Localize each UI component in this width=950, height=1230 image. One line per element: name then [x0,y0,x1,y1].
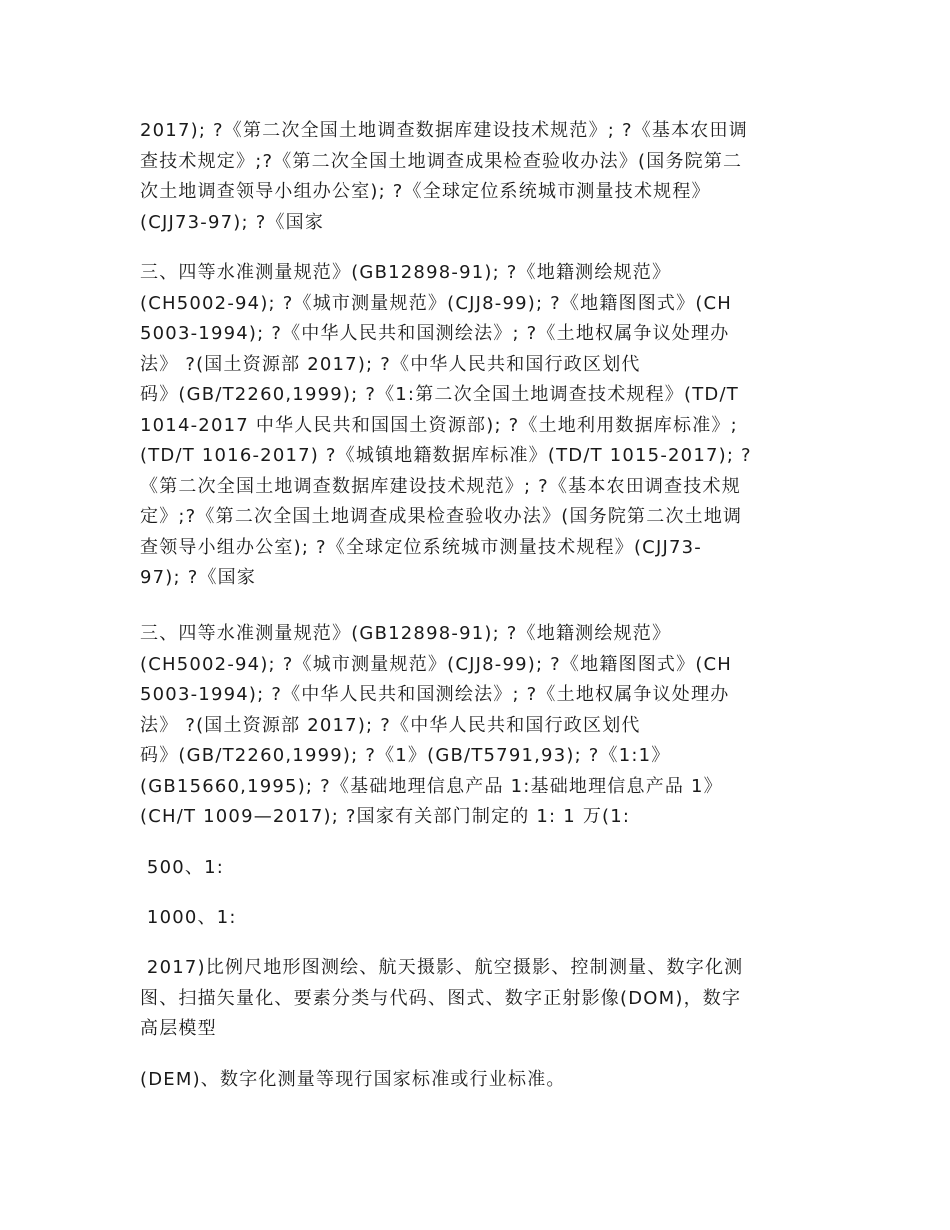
text-line: 2017)比例尺地形图测绘、航天摄影、航空摄影、控制测量、数字化测 [140,957,744,978]
text-line: 1014-2017 中华人民共和国国土资源部); ?《土地利用数据库标准》; [140,414,738,436]
text-line: 高层模型 [140,1018,217,1039]
text-line: 码》(GB/T2260,1999); ?《1:第二次全国土地调查技术规程》(TD/T [140,384,739,405]
text-line: (GB15660,1995); ?《基础地理信息产品 1:基础地理信息产品 1》 [140,775,723,797]
paragraph-3 [140,619,812,833]
text-line: 图、扫描矢量化、要素分类与代码、图式、数字正射影像(DOM)，数字 [140,987,742,1009]
text-line: 定》;?《第二次全国土地调查成果检查验收办法》(国务院第二次土地调 [140,506,743,527]
text-line: 次土地调查领导小组办公室); ?《全球定位系统城市测量技术规程》 [140,181,711,202]
text-line: 97); ?《国家 [140,567,257,588]
text-line: 三、四等水准测量规范》(GB12898-91); ?《地籍测绘规范》 [140,623,672,644]
text-line: (TD/T 1016-2017) ?《城镇地籍数据库标准》(TD/T 1015-2017); ? [140,445,752,466]
text-line: 查领导小组办公室); ?《全球定位系统城市测量技术规程》(CJJ73- [140,536,702,558]
paragraph-4 [140,853,812,884]
paragraph-6 [140,953,812,1045]
text-line: (CH/T 1009—2017); ?国家有关部门制定的 1: 1 万(1: [140,806,631,827]
text-line: 查技术规定》;?《第二次全国土地调查成果检查验收办法》(国务院第二 [140,150,743,172]
paragraph-2 [140,258,812,594]
paragraph-1 [140,116,812,238]
text-line: 2017); ?《第二次全国土地调查数据库建设技术规范》; ?《基本农田调 [140,120,748,141]
text-line: (CH5002-94); ?《城市测量规范》(CJJ8-99); ?《地籍图图式》(CH [140,292,733,314]
text-line: 码》(GB/T2260,1999); ?《1》(GB/T5791,93); ?《1:1》 [140,745,671,766]
text-line: (CH5002-94); ?《城市测量规范》(CJJ8-99); ?《地籍图图式》(CH [140,653,733,675]
text-line: 5003-1994); ?《中华人民共和国测绘法》; ?《土地权属争议处理办 [140,323,730,344]
paragraph-7 [140,1065,812,1096]
text-line: 500、1: [140,857,224,878]
paragraph-5 [140,903,812,934]
text-line: (DEM)、数字化测量等现行国家标准或行业标准。 [140,1069,566,1090]
text-line: 三、四等水准测量规范》(GB12898-91); ?《地籍测绘规范》 [140,262,672,283]
text-line: 1000、1: [140,907,237,928]
text-line: 法》 ?(国土资源部 2017); ?《中华人民共和国行政区划代 [140,353,641,375]
text-line: (CJJ73-97); ?《国家 [140,211,325,233]
text-line: 5003-1994); ?《中华人民共和国测绘法》; ?《土地权属争议处理办 [140,684,730,705]
text-line: 法》 ?(国土资源部 2017); ?《中华人民共和国行政区划代 [140,714,641,736]
text-line: 《第二次全国土地调查数据库建设技术规范》; ?《基本农田调查技术规 [140,475,741,497]
